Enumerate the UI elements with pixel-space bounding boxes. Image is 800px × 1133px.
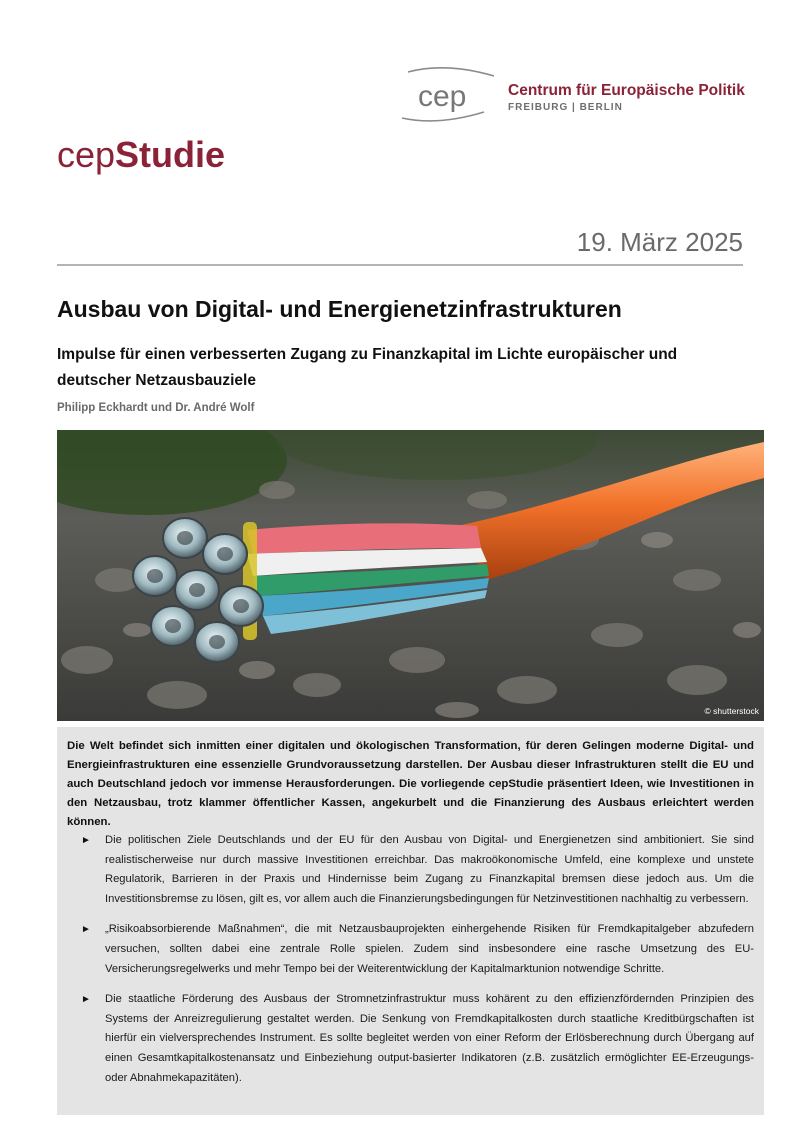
series-name: Studie [115,134,226,175]
header-divider [57,264,743,266]
cep-logo-text: cep [418,80,467,113]
summary-intro: Die Welt befindet sich inmitten einer digitalen und ökologischen Transformation, für deren Gelingen moderne Digital- und Energieinfrastrukturen eine essenzielle Grundvoraussetzung darstellen. Der Ausbau dieser Infrastrukturen stellt die EU und auch Deutschland jedoch vor immense Herausforderungen. Die vorliegende cepStudie präsentiert Ideen, wie Investitionen in den Netzausbau, trotz klammer öffentlicher Kassen, angekurbelt und die Finanzierung des Ausbaus erleichtert werden können. [67,740,754,828]
org-cities: FREIBURG | BERLIN [508,102,623,113]
series-prefix: cep [57,134,116,175]
authors: Philipp Eckhardt und Dr. André Wolf [57,402,255,414]
key-points-list [81,831,754,1099]
bullet-arrow-icon: ► [81,924,91,936]
bullet-arrow-icon: ► [81,835,91,846]
document-subtitle: Impulse für einen verbesserten Zugang zu Finanzkapital im Lichte europäischer und deutscher Netzausbauziele [57,346,678,389]
summary-box [57,727,764,1115]
org-name: Centrum für Europäische Politik [508,82,745,99]
cep-logo [398,66,748,126]
publication-date: 19. März 2025 [576,227,743,257]
series-title [57,134,225,176]
cover-image [57,430,764,721]
key-point-text: Die staatliche Förderung des Ausbaus der Stromnetzinfrastruktur muss kohärent zu den effizienzfördernden Prinzipien des Systems der Anreizregulierung gestaltet werden. Die Senkung von Fremdkapitalkosten durch staatliche Kreditbürgschaften ist hierfür ein vielversprechendes Instrument. Es sollte begleitet werden von einer Reform der Erlösberechnung durch Übergang auf einen Gesamtkapitalkostenansatz und Einbeziehung output-basierter Indikatoren (z.B. zusätzlich ermöglichter EE-Erzeugungs- oder Abnahmekapazitäten). [105,993,754,1084]
cep-logo-mark [398,66,503,126]
bullet-arrow-icon: ► [81,994,91,1006]
fiber-cable-illustration [57,430,764,721]
image-credit: © shutterstock [704,706,759,716]
key-point-text: Die politischen Ziele Deutschlands und der EU für den Ausbau von Digital- und Energienetzen sind ambitioniert. Sie sind realistischerweise nur durch massive Investitionen erreichbar. Das makroökonomische Umfeld, eine komplexe und unstete Regulatorik, Barrieren in der Praxis und Hindernisse beim Zugang zu Finanzkapital bremsen diese jedoch aus. Um die Investitionsbremse zu lösen, gilt es, vor allem auch die Finanzierungsbedingungen für Netzinvestitionen nachhaltig zu verbessern. [105,834,754,905]
key-point-text: „Risikoabsorbierende Maßnahmen“, die mit Netzausbauprojekten einhergehende Risiken für Fremdkapitalgeber abzufedern versuchen, sollten dabei eine zentrale Rolle spielen. Zudem sind insbesondere eine rasche Umsetzung des EU-Versicherungsregelwerks und mehr Tempo bei der Weiterentwicklung der Kapitalmarktunion notwendige Schritte. [105,923,754,975]
document-title: Ausbau von Digital- und Energienetzinfrastrukturen [57,296,622,322]
key-point [81,920,754,979]
key-point [81,990,754,1088]
key-point [81,831,754,909]
